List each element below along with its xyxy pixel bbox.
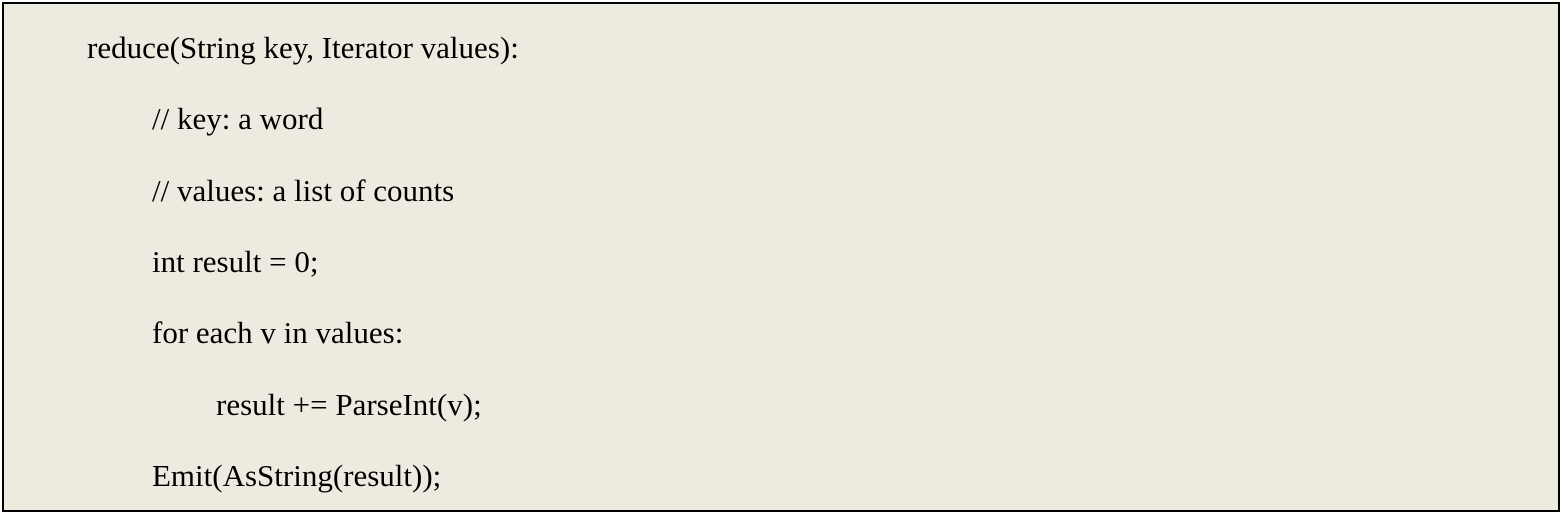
code-line-result-init: int result = 0; <box>152 244 319 279</box>
code-line-accumulate: result += ParseInt(v); <box>216 387 482 422</box>
code-line-for-loop: for each v in values: <box>152 315 404 350</box>
code-block <box>2 2 1560 512</box>
code-line-comment-key: // key: a word <box>152 101 324 136</box>
code-line-function-signature: reduce(String key, Iterator values): <box>87 30 519 65</box>
code-line-emit: Emit(AsString(result)); <box>152 458 442 493</box>
code-line-comment-values: // values: a list of counts <box>152 173 455 208</box>
